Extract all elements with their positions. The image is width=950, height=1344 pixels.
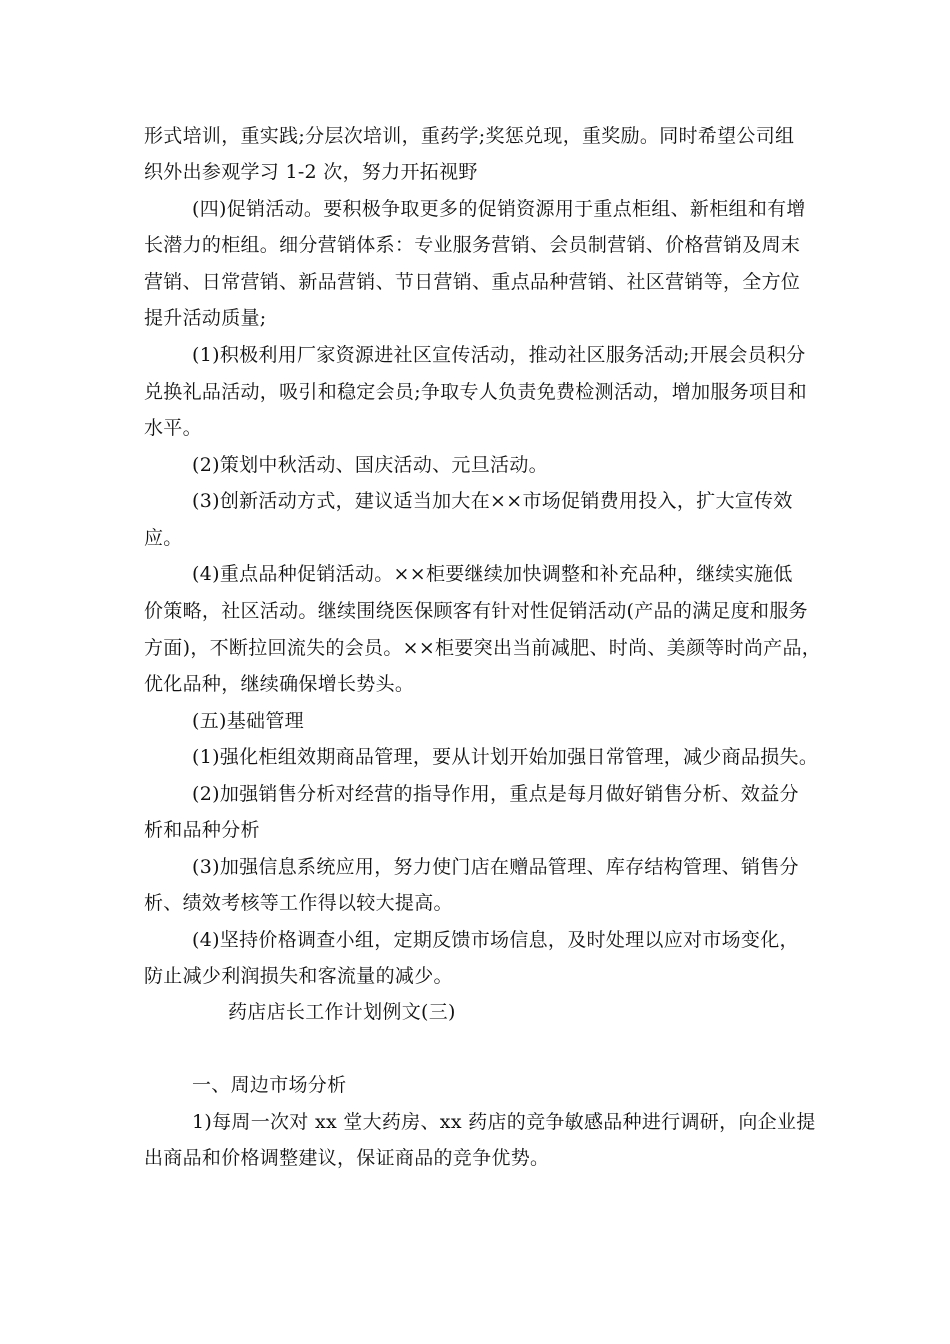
text-line: (四)促销活动。要积极争取更多的促销资源用于重点柜组、新柜组和有增 bbox=[192, 198, 806, 220]
text-line: (3)创新活动方式，建议适当加大在××市场促销费用投入，扩大宣传效 bbox=[192, 490, 793, 512]
text-line: 营销、日常营销、新品营销、节日营销、重点品种营销、社区营销等，全方位 bbox=[144, 271, 801, 293]
text-line: 优化品种，继续确保增长势头。 bbox=[144, 673, 415, 695]
text-line: 1)每周一次对 xx 堂大药房、xx 药店的竞争敏感品种进行调研，向企业提 bbox=[192, 1111, 816, 1133]
text-line: 织外出参观学习 1-2 次，努力开拓视野 bbox=[144, 161, 478, 183]
text-line: 形式培训，重实践;分层次培训，重药学;奖惩兑现，重奖励。同时希望公司组 bbox=[144, 125, 795, 147]
text-line: (五)基础管理 bbox=[192, 710, 304, 732]
text-line: (4)坚持价格调查小组，定期反馈市场信息，及时处理以应对市场变化， bbox=[192, 929, 799, 951]
text-line: (1)强化柜组效期商品管理，要从计划开始加强日常管理，减少商品损失。 bbox=[192, 746, 819, 768]
text-line: (3)加强信息系统应用，努力使门店在赠品管理、库存结构管理、销售分 bbox=[192, 856, 799, 878]
text-line: (4)重点品种促销活动。××柜要继续加快调整和补充品种，继续实施低 bbox=[192, 563, 793, 585]
text-line: 方面)，不断拉回流失的会员。××柜要突出当前减肥、时尚、美颜等时尚产品， bbox=[144, 637, 822, 659]
text-line: 提升活动质量; bbox=[144, 307, 267, 329]
section-heading: 一、周边市场分析 bbox=[192, 1074, 347, 1096]
text-line: (2)加强销售分析对经营的指导作用，重点是每月做好销售分析、效益分 bbox=[192, 783, 799, 805]
text-line: 长潜力的柜组。细分营销体系：专业服务营销、会员制营销、价格营销及周末 bbox=[144, 234, 801, 256]
text-line: 应。 bbox=[144, 527, 183, 549]
text-line: (2)策划中秋活动、国庆活动、元旦活动。 bbox=[192, 454, 548, 476]
text-line: 价策略，社区活动。继续围绕医保顾客有针对性促销活动(产品的满足度和服务 bbox=[144, 600, 808, 622]
text-line: 防止减少利润损失和客流量的减少。 bbox=[144, 965, 453, 987]
section-title: 药店店长工作计划例文(三) bbox=[228, 1001, 456, 1023]
text-line: 析、绩效考核等工作得以较大提高。 bbox=[144, 892, 453, 914]
text-line: 水平。 bbox=[144, 417, 202, 439]
text-line: (1)积极利用厂家资源进社区宣传活动，推动社区服务活动;开展会员积分 bbox=[192, 344, 806, 366]
text-line: 析和品种分析 bbox=[144, 819, 260, 841]
text-line: 兑换礼品活动，吸引和稳定会员;争取专人负责免费检测活动，增加服务项目和 bbox=[144, 381, 807, 403]
text-line: 出商品和价格调整建议，保证商品的竞争优势。 bbox=[144, 1147, 550, 1169]
